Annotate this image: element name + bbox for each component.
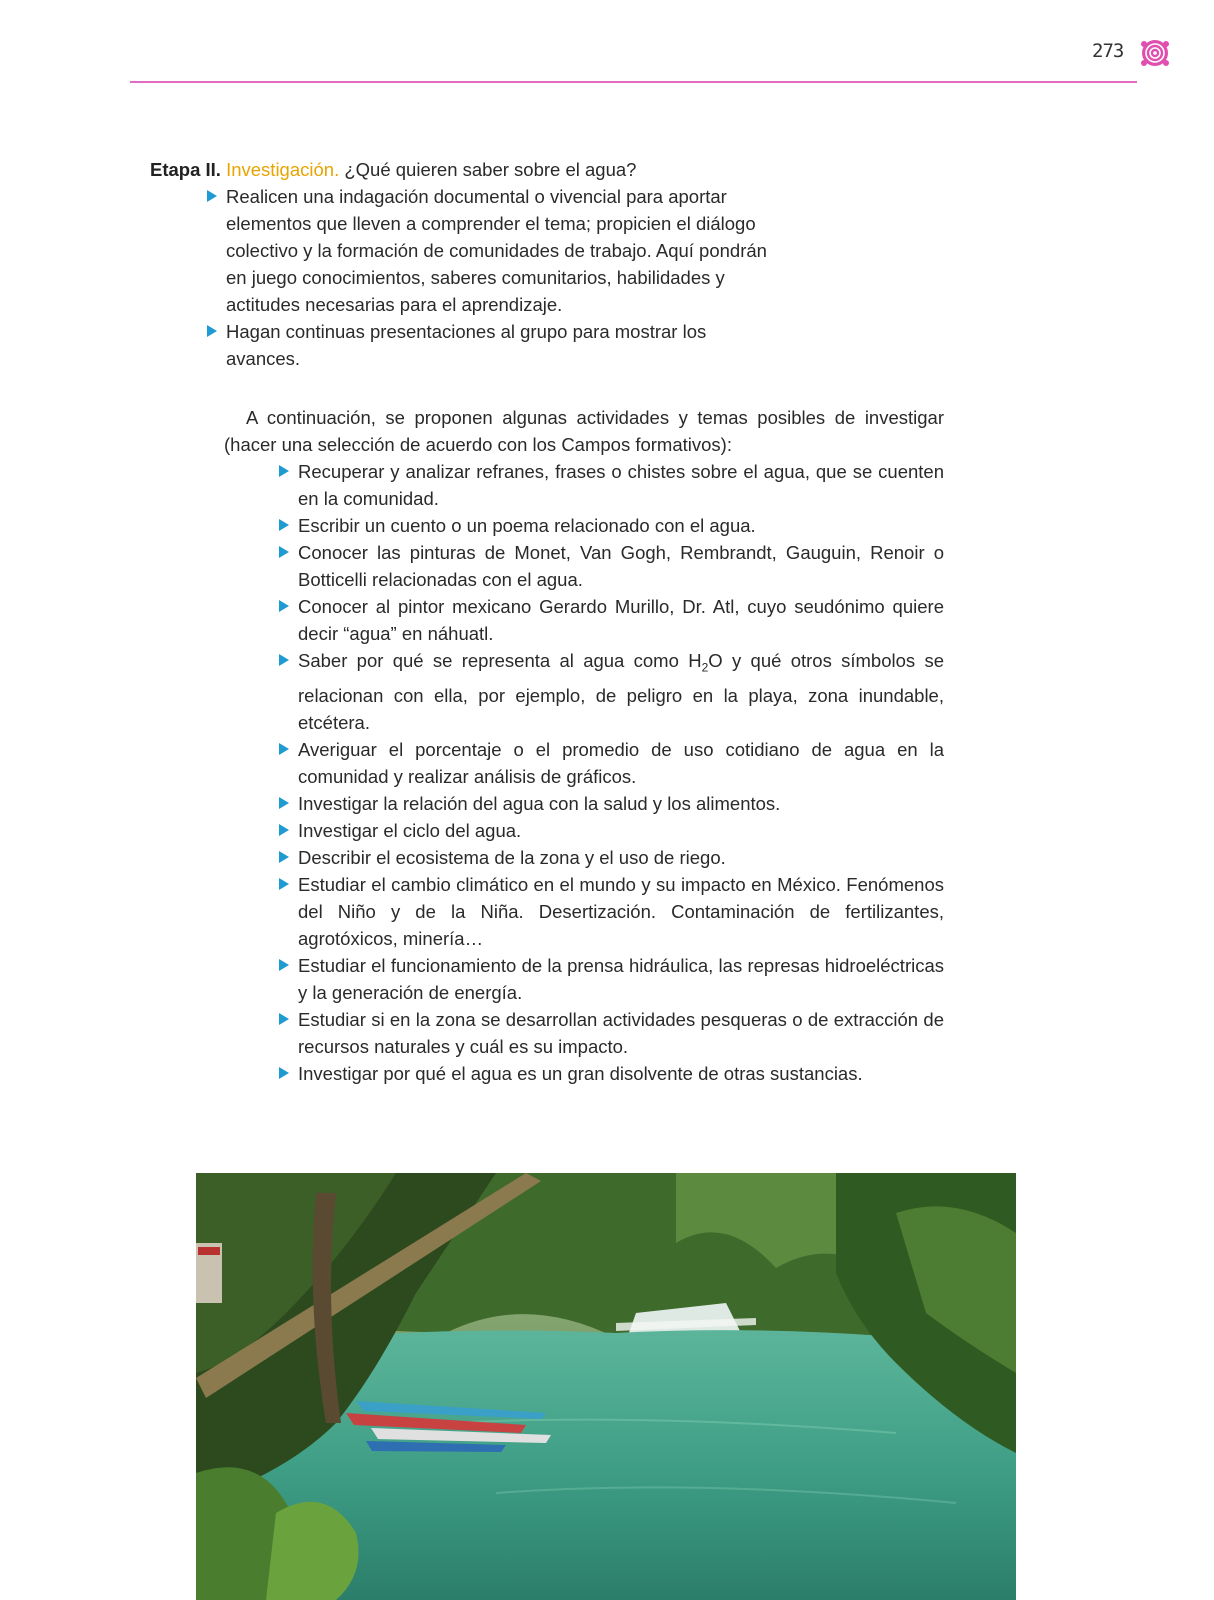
formula-o: O	[708, 650, 723, 671]
list-item	[298, 790, 944, 817]
list-item	[298, 539, 944, 593]
list-item	[298, 817, 944, 844]
list-item-text: Realicen una indagación documental o vivencial para aportar elementos que lleven a comprender el tema; propicien el diálogo colectivo y la formación de comunidades de trabajo. Aquí pondrán en juego conocimientos, saberes comunitarios, habilidades y actitudes necesarias para el aprendizaje.	[226, 186, 767, 315]
list-item	[298, 593, 944, 647]
list-item-text: Averiguar el porcentaje o el promedio de uso cotidiano de agua en la comunidad y realizar análisis de gráficos.	[298, 738, 944, 787]
list-item-text: Conocer las pinturas de Monet, Van Gogh, Rembrandt, Gauguin, Renoir o Botticelli relacionadas con el agua.	[298, 542, 944, 590]
list-item-text: Recuperar y analizar refranes, frases o chistes sobre el agua, que se cuenten en la comunidad.	[298, 461, 944, 509]
triangle-bullet-icon	[279, 797, 289, 809]
triangle-bullet-icon	[279, 546, 289, 558]
river-with-boats-photo	[196, 1173, 1016, 1600]
spiral-flower-icon	[1140, 38, 1170, 68]
triangle-bullet-icon	[279, 465, 289, 477]
header-rule	[130, 81, 1137, 83]
list-item	[298, 1060, 944, 1087]
list-item	[298, 952, 944, 1006]
stage-label: Etapa II.	[150, 159, 221, 180]
list-item	[226, 318, 770, 372]
list-item	[298, 512, 944, 539]
triangle-bullet-icon	[279, 600, 289, 612]
activities-intro: A continuación, se proponen algunas actividades y temas posibles de investigar (hacer una selección de acuerdo con los Campos formativos):	[224, 407, 944, 455]
stage-section	[150, 156, 770, 372]
triangle-bullet-icon	[279, 878, 289, 890]
list-item-text-tail: y qué otros símbolos se relacionan con ella, por ejemplo, de peligro en la playa, zona inundable, etcétera.	[298, 650, 945, 733]
formula-subscript: 2	[701, 660, 709, 675]
triangle-bullet-icon	[279, 519, 289, 531]
list-item	[226, 183, 770, 318]
triangle-bullet-icon	[279, 1013, 289, 1025]
list-item-text: Hagan continuas presentaciones al grupo para mostrar los avances.	[226, 321, 707, 369]
list-item	[298, 736, 944, 790]
list-item	[298, 844, 944, 871]
list-item-text: Estudiar si en la zona se desarrollan actividades pesqueras o de extracción de recursos naturales y cuál es su impacto.	[298, 1008, 944, 1057]
stage-question: ¿Qué quieren saber sobre el agua?	[344, 159, 637, 180]
list-item	[298, 871, 944, 952]
list-item-text: Estudiar el cambio climático en el mundo y su impacto en México. Fenómenos del Niño y de la Niña. Desertización. Contaminación de fertilizantes, agrotóxicos, minería…	[298, 873, 944, 949]
activities-section	[224, 404, 944, 1087]
list-item	[298, 1006, 944, 1060]
list-item-text: Conocer al pintor mexicano Gerardo Murillo, Dr. Atl, cuyo seudónimo quiere decir “agua” en náhuatl.	[298, 596, 944, 644]
list-item-text: Investigar la relación del agua con la salud y los alimentos.	[298, 792, 781, 814]
formula-h: H	[688, 650, 702, 671]
triangle-bullet-icon	[279, 959, 289, 971]
triangle-bullet-icon	[207, 190, 217, 202]
list-item-text: Estudiar el funcionamiento de la prensa hidráulica, las represas hidroeléctricas y la generación de energía.	[298, 954, 944, 1003]
triangle-bullet-icon	[279, 1067, 289, 1079]
list-item-text: Investigar el ciclo del agua.	[298, 819, 522, 841]
page-number: 273	[1092, 40, 1124, 62]
list-item	[298, 647, 944, 736]
triangle-bullet-icon	[279, 654, 289, 666]
triangle-bullet-icon	[279, 851, 289, 863]
list-item	[298, 458, 944, 512]
triangle-bullet-icon	[207, 325, 217, 337]
stage-highlight: Investigación.	[226, 159, 340, 180]
list-item-text: Escribir un cuento o un poema relacionado con el agua.	[298, 515, 756, 536]
list-item-text: Describir el ecosistema de la zona y el uso de riego.	[298, 846, 726, 868]
stage-heading	[150, 156, 770, 183]
stage-list	[226, 183, 770, 372]
list-item-text: Investigar por qué el agua es un gran disolvente de otras sustancias.	[298, 1062, 863, 1084]
triangle-bullet-icon	[279, 743, 289, 755]
triangle-bullet-icon	[279, 824, 289, 836]
activities-list	[298, 458, 944, 1087]
list-item-text: Saber por qué se representa al agua como	[298, 650, 679, 671]
